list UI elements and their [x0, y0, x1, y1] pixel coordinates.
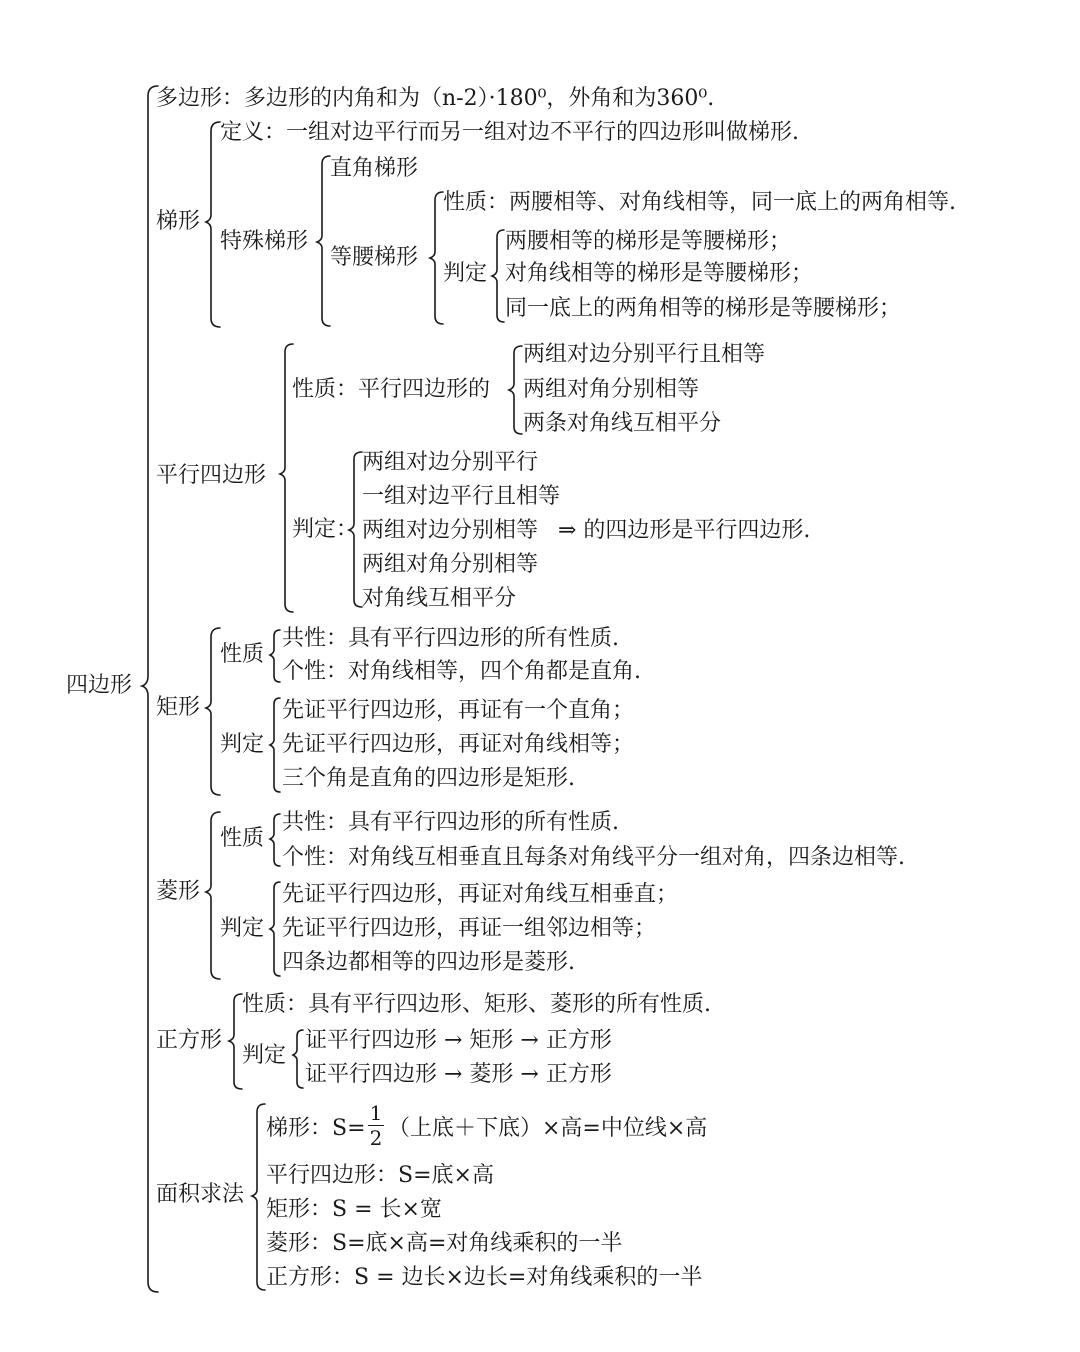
- square-criteria-bracket: [293, 1030, 303, 1088]
- trapezoid-bracket: [206, 122, 220, 327]
- area-bracket: [252, 1104, 265, 1290]
- area-formula: 正方形：S = 边长×边长=对角线乘积的一半: [266, 1265, 703, 1290]
- rhombus-criterion: 四条边都相等的四边形是菱形.: [282, 950, 575, 975]
- parallelogram-property: 两条对角线互相平分: [523, 411, 722, 436]
- special-trapezoid-bracket: [317, 156, 330, 326]
- area-formula: 菱形：S=底×高=对角线乘积的一半: [266, 1231, 623, 1256]
- rectangle-property: 个性：对角线相等，四个角都是直角.: [282, 659, 641, 684]
- square-bracket: [229, 994, 242, 1089]
- rhombus-bracket: [206, 812, 220, 979]
- root-bracket: [142, 86, 158, 1292]
- isosceles-criterion: 两腰相等的梯形是等腰梯形；: [505, 229, 792, 254]
- rhombus-criteria-bracket: [270, 882, 280, 976]
- rhombus-property: 个性：对角线互相垂直且每条对角线平分一组对角，四条边相等.: [282, 845, 905, 870]
- area-formula: 平行四边形：S=底×高: [266, 1163, 494, 1188]
- parallelogram-criterion: 两组对角分别相等: [362, 552, 539, 577]
- rectangle-criteria-label: 判定: [220, 732, 265, 757]
- rectangle-bracket: [206, 628, 220, 795]
- parallelogram-property-bracket: [509, 346, 522, 434]
- one-half-fraction: [368, 1102, 384, 1149]
- rhombus-criterion: 先证平行四边形，再证一组邻边相等；: [282, 916, 657, 941]
- polygon-formula: 多边形：多边形的内角和为（n-2）·180⁰，外角和为360⁰.: [156, 86, 715, 111]
- rectangle-property-label: 性质: [220, 642, 265, 667]
- fraction-denominator: 2: [369, 1126, 383, 1150]
- parallelogram-conclusion: ⇒ 的四边形是平行四边形.: [558, 518, 811, 543]
- parallelogram-property: 两组对边分别平行且相等: [523, 342, 766, 367]
- rectangle-property-bracket: [270, 630, 280, 682]
- fraction-numerator: 1: [369, 1101, 383, 1125]
- rectangle-criteria-bracket: [270, 698, 280, 792]
- parallelogram-property-label: 性质：平行四边形的: [292, 377, 491, 402]
- rhombus-criterion: 先证平行四边形，再证对角线互相垂直；: [282, 882, 679, 907]
- rhombus-property-label: 性质: [220, 826, 265, 851]
- area-formula: 矩形：S = 长×宽: [266, 1197, 442, 1222]
- isosceles-property: 性质：两腰相等、对角线相等，同一底上的两角相等.: [443, 190, 956, 215]
- isosceles-criteria-label: 判定: [443, 261, 488, 286]
- trapezoid-area-suffix: （上底＋下底）×高=中位线×高: [388, 1116, 708, 1141]
- parallelogram-criterion: 两组对边分别相等: [362, 518, 539, 543]
- isosceles-criterion: 同一底上的两角相等的梯形是等腰梯形；: [505, 296, 902, 321]
- rhombus-property-bracket: [270, 814, 280, 866]
- root-title: 四边形: [66, 673, 133, 698]
- right-trapezoid: 直角梯形: [330, 156, 419, 181]
- isosceles-trapezoid-label: 等腰梯形: [330, 245, 419, 270]
- rectangle-property: 共性：具有平行四边形的所有性质.: [282, 626, 619, 651]
- rectangle-criterion: 先证平行四边形，再证有一个直角；: [282, 698, 635, 723]
- parallelogram-property: 两组对角分别相等: [523, 377, 700, 402]
- square-criterion: 证平行四边形 → 矩形 → 正方形: [305, 1028, 612, 1053]
- parallelogram-criterion: 一组对边平行且相等: [362, 484, 561, 509]
- trapezoid-definition: 定义：一组对边平行而另一组对边不平行的四边形叫做梯形.: [220, 120, 799, 145]
- special-trapezoid-label: 特殊梯形: [220, 229, 309, 254]
- square-label: 正方形: [156, 1028, 223, 1053]
- rectangle-label: 矩形: [156, 695, 201, 720]
- square-criteria-label: 判定: [242, 1043, 287, 1068]
- rhombus-property: 共性：具有平行四边形的所有性质.: [282, 810, 619, 835]
- isosceles-bracket: [430, 192, 443, 324]
- trapezoid-label: 梯形: [156, 209, 201, 234]
- trapezoid-area-prefix: 梯形：S=: [266, 1116, 366, 1141]
- rhombus-label: 菱形: [156, 879, 201, 904]
- parallelogram-criterion: 两组对边分别平行: [362, 450, 539, 475]
- rectangle-criterion: 三个角是直角的四边形是矩形.: [282, 766, 575, 791]
- square-criterion: 证平行四边形 → 菱形 → 正方形: [305, 1062, 612, 1087]
- square-property: 性质：具有平行四边形、矩形、菱形的所有性质.: [242, 992, 711, 1017]
- parallelogram-criterion: 对角线互相平分: [362, 586, 517, 611]
- rhombus-criteria-label: 判定: [220, 916, 265, 941]
- rectangle-criterion: 先证平行四边形，再证对角线相等；: [282, 732, 635, 757]
- parallelogram-criteria-label: 判定：: [292, 517, 359, 542]
- isosceles-criteria-bracket: [492, 230, 504, 322]
- area-label: 面积求法: [156, 1182, 245, 1207]
- parallelogram-label: 平行四边形: [156, 463, 267, 488]
- isosceles-criterion: 对角线相等的梯形是等腰梯形；: [505, 261, 814, 286]
